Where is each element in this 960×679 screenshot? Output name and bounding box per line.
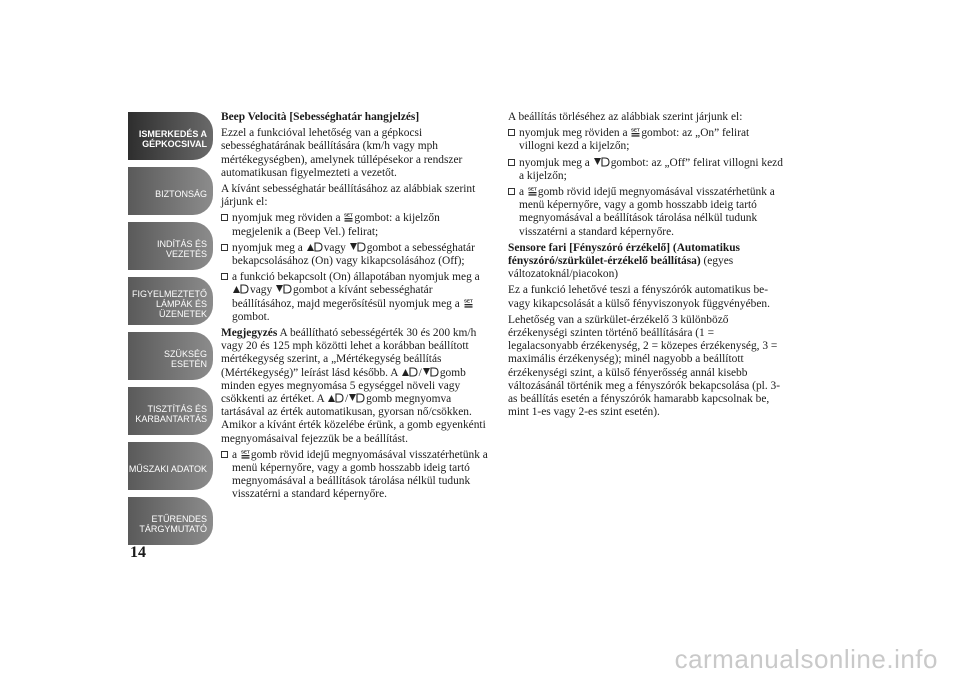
tab-figyelmezteto[interactable]	[128, 277, 213, 325]
down-button-icon	[423, 367, 439, 377]
up-button-icon	[402, 367, 418, 377]
svg-text:SET: SET	[631, 127, 641, 133]
set-button-icon	[631, 127, 640, 137]
down-button-icon	[349, 393, 365, 403]
paragraph: Lehetőség van a szürkület-érzékelő 3 különböző érzékenységi szinten történő beállítására (1 = legalacsonyabb érzékenység, 2 = közepes érzékenység, 3 = maximális érzékenység); minél nagyobb a beállított érzékenységi szint, a külső fényerősség annál kisebb változásánál történik meg a fényszórók bekapcsolása (pl. 3-as beállítás esetén a fényszórók hamarabb kapcsolnak be, mint 1-es vagy 2-es szint esetén).	[508, 313, 781, 419]
down-button-icon	[276, 284, 292, 294]
list-item: nyomjuk meg a vagy gombot a sebességhatár bekapcsolásához (On) vagy kikapcsolásához (Off);	[221, 242, 491, 268]
checkbox-bullet-icon	[221, 214, 228, 221]
list-item: a SET gomb rövid idejű megnyomásával visszatérhetünk a menü képernyőre, vagy a gomb hosszabb ideig tartó megnyomásával a beállítások tárolása nélkül tudunk visszatérni a standard képernyőre.	[508, 186, 783, 239]
svg-text:SET: SET	[240, 449, 250, 455]
page-number: 14	[130, 544, 146, 561]
checkbox-bullet-icon	[221, 451, 228, 458]
list-item: nyomjuk meg a gombot: az „Off” felirat villogni kezd a kijelzőn;	[508, 157, 783, 183]
section-heading-paragraph: Sensore fari [Fényszóró érzékelő] (Automatikus fényszóró/szürkület-érzékelő beállítása) (egyes változatoknál/piacokon)	[508, 241, 740, 281]
list-item: a funkció bekapcsolt (On) állapotában nyomjuk meg a vagy gombot a kívánt sebességhatár beállításához, majd megerősítésül nyomjuk meg a SET gombot.	[221, 271, 491, 324]
list-item: nyomjuk meg röviden a SET gombot: a kijelzőn megjelenik a (Beep Vel.) felirat;	[221, 212, 491, 238]
tab-label: INDÍTÁS ÉS VEZETÉS	[156, 239, 207, 259]
up-button-icon	[307, 242, 323, 252]
checkbox-bullet-icon	[221, 273, 228, 280]
tab-inditas[interactable]	[128, 222, 213, 270]
note-label: Megjegyzés	[221, 327, 278, 340]
paragraph: Ez a funkció lehetővé teszi a fényszórók automatikus be- vagy kikapcsolását a külső fényviszonyok függvényében.	[508, 284, 770, 310]
right-column	[508, 111, 783, 422]
set-button-icon	[241, 449, 250, 459]
paragraph: A beállítás törléséhez az alábbiak szerint járjunk el:	[508, 111, 743, 123]
tab-label: SZÜKSÉG ESETÉN	[163, 349, 207, 369]
watermark: carmanualsonline.info	[674, 644, 938, 674]
up-button-icon	[328, 393, 344, 403]
checkbox-bullet-icon	[508, 129, 515, 136]
down-button-icon	[594, 157, 610, 167]
tab-szukseg[interactable]	[128, 332, 213, 380]
down-button-icon	[350, 242, 366, 252]
tab-label: ETŰRENDES TÁRGYMUTATÓ	[139, 514, 207, 534]
list-item: a SET gomb rövid idejű megnyomásával visszatérhetünk a menü képernyőre, vagy a gomb hosszabb ideig tartó megnyomásával a beállítások tárolása nélkül tudunk visszatérni a standard képernyőre.	[221, 449, 491, 502]
paragraph: Ezzel a funkcióval lehetőség van a gépkocsi sebességhatárának beállítására (km/h vagy mph mértékegységben), amelynek túllépésekor a rendszer automatikusan figyelmezteti a vezetőt.	[221, 127, 463, 179]
up-button-icon	[233, 284, 249, 294]
tab-label: BIZTONSÁG	[155, 189, 207, 199]
list-item: nyomjuk meg röviden a SET gombot: az „On” felirat villogni kezd a kijelzőn;	[508, 127, 783, 153]
checkbox-bullet-icon	[508, 159, 515, 166]
chapter-sidebar	[128, 112, 213, 542]
section-heading: Sensore fari [Fényszóró érzékelő] (Automatikus fényszóró/szürkület-érzékelő beállítása)	[508, 241, 740, 268]
tab-label: ISMERKEDÉS A GÉPKOCSIVAL	[138, 129, 207, 149]
tab-label: MŰSZAKI ADATOK	[128, 464, 207, 474]
svg-text:SET: SET	[527, 186, 537, 192]
checkbox-bullet-icon	[508, 188, 515, 195]
tab-label: TISZTÍTÁS ÉS KARBANTARTÁS	[135, 404, 207, 424]
set-button-icon	[344, 212, 353, 222]
tab-targymutato[interactable]	[128, 497, 213, 545]
svg-text:SET: SET	[344, 212, 354, 218]
left-column	[221, 111, 491, 505]
tab-muszaki[interactable]	[128, 442, 213, 490]
tab-tisztitas[interactable]	[128, 387, 213, 435]
checkbox-bullet-icon	[221, 244, 228, 251]
tab-biztonsag[interactable]	[128, 167, 213, 215]
note-paragraph: Megjegyzés A beállítható sebességérték 30 és 200 km/h vagy 20 és 125 mph közötti lehet a korábban beállított mértékegység szerint, a „Mértékegység beállítás (Mértékegység)” leírást lásd később. A / gomb minden egyes megnyomása 5 egységgel növeli vagy csökkenti az értéket. A / gomb megnyomva tartásával az érték automatikusan, gyorsan nő/csökken. Amikor a kívánt érték közelébe érünk, a gomb egyenkénti megnyomásaival fejezzük be a beállítást.	[221, 327, 486, 445]
section-heading: Beep Velocità [Sebességhatár hangjelzés]	[221, 111, 420, 123]
tab-label: FIGYELMEZTETŐ LÁMPÁK ÉS ÜZENETEK	[131, 289, 207, 319]
set-button-icon	[464, 298, 473, 308]
tab-ismerkedes[interactable]	[128, 112, 213, 160]
svg-text:SET: SET	[463, 298, 473, 304]
set-button-icon	[528, 186, 537, 196]
paragraph: A kívánt sebességhatár beállításához az alábbiak szerint járjunk el:	[221, 183, 476, 209]
